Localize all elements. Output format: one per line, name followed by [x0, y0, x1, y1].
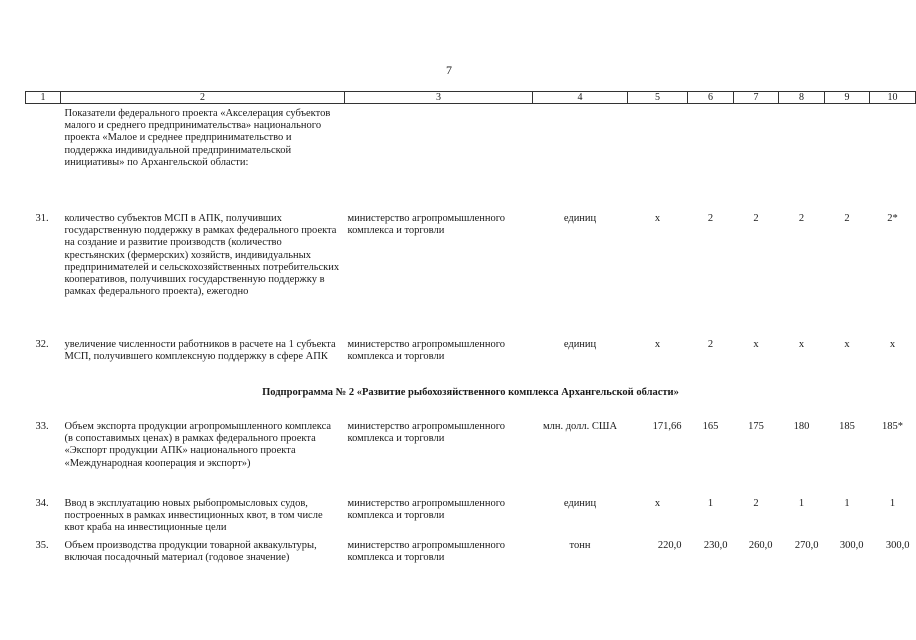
value-cell: 2	[844, 213, 850, 224]
value-cell: 270,0	[794, 540, 819, 551]
value-cell: х	[844, 339, 850, 350]
value-cell: 2	[798, 213, 805, 224]
row-number: 34.	[35, 498, 49, 509]
value-cell: 2	[707, 213, 714, 224]
column-header: 2	[61, 92, 345, 104]
responsible-cell: министерство агропромышленного комплекса и торговли	[347, 498, 506, 522]
indicator-cell: увеличение численности работников в расчете на 1 субъекта МСП, получившего комплексную поддержку в сфере АПК	[64, 339, 336, 363]
intro-text: Показатели федерального проекта «Акселерация субъектов малого и среднего предпринимательства» национального проекта «Малое и среднее предпринимательство и поддержка индивидуальной предпринимательской инициативы» по Архангельской области:	[64, 108, 331, 168]
unit-cell: единиц	[563, 498, 597, 509]
value-cell: х	[753, 339, 759, 350]
value-cell: 185	[839, 421, 855, 432]
value-cell: 300,0	[839, 540, 864, 551]
responsible-cell: министерство агропромышленного комплекса и торговли	[347, 339, 506, 363]
indicator-cell: Объем производства продукции товарной аквакультуры, включая посадочный материал (годовое значение)	[64, 540, 317, 564]
value-cell: 1	[798, 498, 805, 509]
unit-cell: единиц	[563, 339, 597, 350]
value-cell: х	[654, 213, 661, 224]
indicator-cell: количество субъектов МСП в АПК, получивших государственную поддержку в рамках федерального проекта на создание и развитие производств (количество крестьянских (фермерских) хозяйств, индивидуальных предпринимателей и сельскохозяйственных потребительских кооперативов, получивших государственную поддержку в рамках федерального проекта), ежегодно	[64, 213, 340, 298]
column-header: 6	[688, 92, 734, 104]
value-cell: 2	[707, 339, 714, 350]
column-header: 5	[628, 92, 688, 104]
table-row	[26, 540, 916, 584]
column-header: 10	[870, 92, 916, 104]
value-cell: х	[798, 339, 805, 350]
value-cell: 171,66	[652, 421, 682, 432]
indicator-cell: Ввод в эксплуатацию новых рыбопромысловых судов, построенных в рамках инвестиционных квот, в том числе квот краба на инвестиционные цели	[64, 498, 323, 534]
value-cell: 185*	[882, 421, 903, 432]
column-header: 9	[825, 92, 870, 104]
value-cell: 260,0	[748, 540, 773, 551]
value-cell: 2	[753, 213, 759, 224]
column-header: 1	[26, 92, 61, 104]
responsible-cell: министерство агропромышленного комплекса и торговли	[347, 213, 506, 237]
table-row	[26, 421, 916, 498]
responsible-cell: министерство агропромышленного комплекса и торговли	[347, 421, 506, 445]
intro-row	[26, 104, 916, 214]
subprogram-heading: Подпрограмма № 2 «Развитие рыбохозяйственного комплекса Архангельской области»	[262, 387, 679, 398]
row-number: 33.	[35, 421, 49, 432]
value-cell: 2	[753, 498, 759, 509]
column-header: 4	[533, 92, 628, 104]
value-cell: 1	[844, 498, 850, 509]
indicators-table	[25, 91, 916, 584]
value-cell: х	[889, 339, 896, 350]
table-header-row	[26, 92, 916, 104]
value-cell: 220,0	[657, 540, 682, 551]
indicator-cell: Объем экспорта продукции агропромышленного комплекса (в сопоставимых ценах) в рамках федерального проекта «Экспорт продукции АПК» национального проекта «Международная кооперация и экспорт»)	[64, 421, 332, 469]
value-cell: 165	[702, 421, 719, 432]
value-cell: 1	[707, 498, 714, 509]
row-number: 32.	[35, 339, 49, 350]
subprogram-row	[26, 385, 916, 421]
value-cell: 180	[793, 421, 810, 432]
table-row	[26, 339, 916, 385]
column-header: 3	[345, 92, 533, 104]
value-cell: 230,0	[703, 540, 728, 551]
unit-cell: единиц	[563, 213, 597, 224]
value-cell: 175	[748, 421, 764, 432]
unit-cell: млн. долл. США	[542, 421, 618, 432]
row-number: 35.	[35, 540, 49, 551]
value-cell: 300,0	[885, 540, 910, 551]
responsible-cell: министерство агропромышленного комплекса и торговли	[347, 540, 506, 564]
column-header: 7	[734, 92, 779, 104]
table-row	[26, 498, 916, 540]
value-cell: 2*	[887, 213, 898, 224]
column-header: 8	[779, 92, 825, 104]
table-row	[26, 213, 916, 339]
value-cell: х	[654, 498, 661, 509]
value-cell: 1	[889, 498, 896, 509]
row-number: 31.	[35, 213, 49, 224]
unit-cell: тонн	[569, 540, 591, 551]
value-cell: х	[654, 339, 661, 350]
page-number: 7	[446, 63, 452, 77]
